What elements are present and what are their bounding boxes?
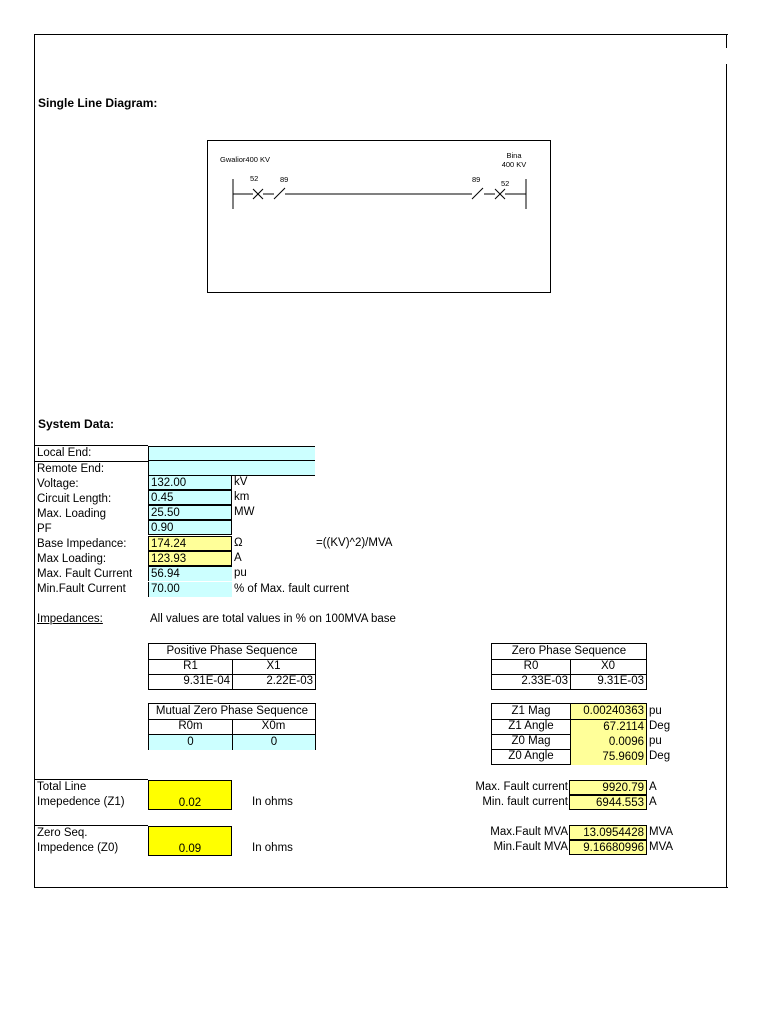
total-line-impedance-value: 0.02 xyxy=(148,780,232,810)
remote-end-input[interactable] xyxy=(148,461,315,476)
x1-value: 2.22E-03 xyxy=(266,675,313,687)
min-fault-current-unit: % of Max. fault current xyxy=(234,583,350,595)
max-loading-a-value: 123.93 xyxy=(148,551,232,566)
max-fault-mva-value: 13.0954428 xyxy=(569,825,647,840)
local-end-label: Local End: xyxy=(34,445,148,462)
zero-seq-label-block xyxy=(34,825,148,856)
min-fault-current-result-unit: A xyxy=(649,796,657,808)
frame-right-border xyxy=(726,64,727,888)
z0-angle-value: 75.9609 xyxy=(571,750,646,765)
frame-right-tick xyxy=(726,34,727,48)
mutual-sequence-table xyxy=(148,703,316,750)
zero-sequence-table xyxy=(491,643,647,690)
min-fault-mva-unit: MVA xyxy=(649,841,674,853)
right-station-label-line2: 400 KV xyxy=(501,160,527,169)
zero-sequence-title: Zero Phase Sequence xyxy=(511,645,627,657)
right-station-label-line1: Bina xyxy=(506,151,522,160)
line-diagram-drawing xyxy=(208,141,550,292)
base-impedance-value: 174.24 xyxy=(148,536,232,551)
x1-header: X1 xyxy=(266,660,281,672)
voltage-label: Voltage: xyxy=(37,478,79,490)
max-fault-current-unit: pu xyxy=(234,567,247,579)
max-fault-current-label: Max. Fault Current xyxy=(37,568,133,580)
max-fault-current-input[interactable]: 56.94 xyxy=(148,566,232,581)
z-results-table xyxy=(491,703,647,765)
system-data-heading: System Data: xyxy=(38,417,115,431)
min-fault-current-label: Min.Fault Current xyxy=(37,583,126,595)
z1-angle-value: 67.2114 xyxy=(571,720,646,735)
z1-angle-unit: Deg xyxy=(649,720,671,732)
circuit-length-unit: km xyxy=(234,491,250,503)
mutual-sequence-title: Mutual Zero Phase Sequence xyxy=(155,705,309,717)
x0-value: 9.31E-03 xyxy=(597,675,644,687)
left-breaker-label: 52 xyxy=(250,174,259,183)
max-loading-a-label: Max Loading: xyxy=(37,553,107,565)
max-fault-mva-label: Max.Fault MVA xyxy=(490,826,568,838)
pf-input[interactable]: 0.90 xyxy=(148,520,232,535)
right-isolator-label: 89 xyxy=(472,175,481,184)
voltage-input[interactable]: 132.00 xyxy=(148,475,232,490)
left-isolator-label: 89 xyxy=(280,175,289,184)
single-line-diagram-heading: Single Line Diagram: xyxy=(38,96,158,110)
circuit-length-label: Circuit Length: xyxy=(37,493,112,505)
frame-top-border xyxy=(34,34,728,35)
right-breaker-label: 52 xyxy=(501,179,510,188)
base-impedance-label: Base Impedance: xyxy=(37,538,127,550)
impedances-label: Impedances: xyxy=(37,613,103,625)
r0m-header: R0m xyxy=(178,720,203,732)
min-fault-mva-label: Min.Fault MVA xyxy=(493,841,568,853)
r0-value: 2.33E-03 xyxy=(521,675,568,687)
r1-header: R1 xyxy=(183,660,198,672)
zero-seq-label-line2: Impedence (Z0) xyxy=(37,842,119,854)
x0m-input[interactable]: 0 xyxy=(233,735,315,750)
impedances-note: All values are total values in % on 100MVA base xyxy=(150,613,396,625)
positive-sequence-title: Positive Phase Sequence xyxy=(166,645,298,657)
x0-header: X0 xyxy=(600,660,616,672)
z0-mag-label: Z0 Mag xyxy=(511,735,551,747)
frame-bottom-border xyxy=(34,887,728,888)
base-impedance-formula: =((KV)^2)/MVA xyxy=(316,537,393,549)
max-fault-current-result-unit: A xyxy=(649,781,657,793)
z1-mag-value: 0.00240363 xyxy=(571,704,646,719)
r1-value: 9.31E-04 xyxy=(183,675,230,687)
pf-label: PF xyxy=(37,523,52,535)
z0-mag-unit: pu xyxy=(649,735,662,747)
voltage-unit: kV xyxy=(234,476,248,488)
zero-seq-unit: In ohms xyxy=(252,842,293,854)
max-loading-a-unit: A xyxy=(234,552,242,564)
x0m-header: X0m xyxy=(261,720,286,732)
max-loading-mw-unit: MW xyxy=(234,506,255,518)
zero-seq-impedance-value: 0.09 xyxy=(148,826,232,856)
positive-sequence-table xyxy=(148,643,316,690)
total-line-label-line2: Imepedence (Z1) xyxy=(37,796,125,808)
min-fault-mva-value: 9.16680996 xyxy=(569,840,647,855)
remote-end-label: Remote End: xyxy=(37,463,105,475)
max-fault-current-result-value: 9920.79 xyxy=(569,780,647,795)
min-fault-current-result-value: 6944.553 xyxy=(569,795,647,810)
min-fault-current-input[interactable]: 70.00 xyxy=(148,582,232,597)
zero-seq-label-line1: Zero Seq. xyxy=(37,827,88,839)
max-loading-mw-label: Max. Loading xyxy=(37,508,107,520)
max-fault-mva-unit: MVA xyxy=(649,826,674,838)
z0-angle-unit: Deg xyxy=(649,750,671,762)
r0-header: R0 xyxy=(523,660,539,672)
z0-angle-label: Z0 Angle xyxy=(508,750,554,762)
left-station-label: Gwalior400 KV xyxy=(220,155,271,164)
z1-mag-unit: pu xyxy=(649,705,662,717)
z1-mag-label: Z1 Mag xyxy=(511,705,551,717)
min-fault-current-result-label: Min. fault current xyxy=(482,796,568,808)
total-line-label-line1: Total Line xyxy=(37,781,87,793)
r0m-input[interactable]: 0 xyxy=(149,735,232,750)
total-line-label-block xyxy=(34,779,148,810)
single-line-diagram xyxy=(207,140,551,293)
local-end-input[interactable] xyxy=(148,446,315,461)
max-fault-current-result-label: Max. Fault current xyxy=(475,781,568,793)
base-impedance-unit: Ω xyxy=(234,537,243,549)
system-data-labels xyxy=(34,445,148,597)
circuit-length-input[interactable]: 0.45 xyxy=(148,490,232,505)
z0-mag-value: 0.0096 xyxy=(571,735,646,750)
z1-angle-label: Z1 Angle xyxy=(508,720,554,732)
max-loading-mw-input[interactable]: 25.50 xyxy=(148,505,232,520)
total-line-unit: In ohms xyxy=(252,796,293,808)
